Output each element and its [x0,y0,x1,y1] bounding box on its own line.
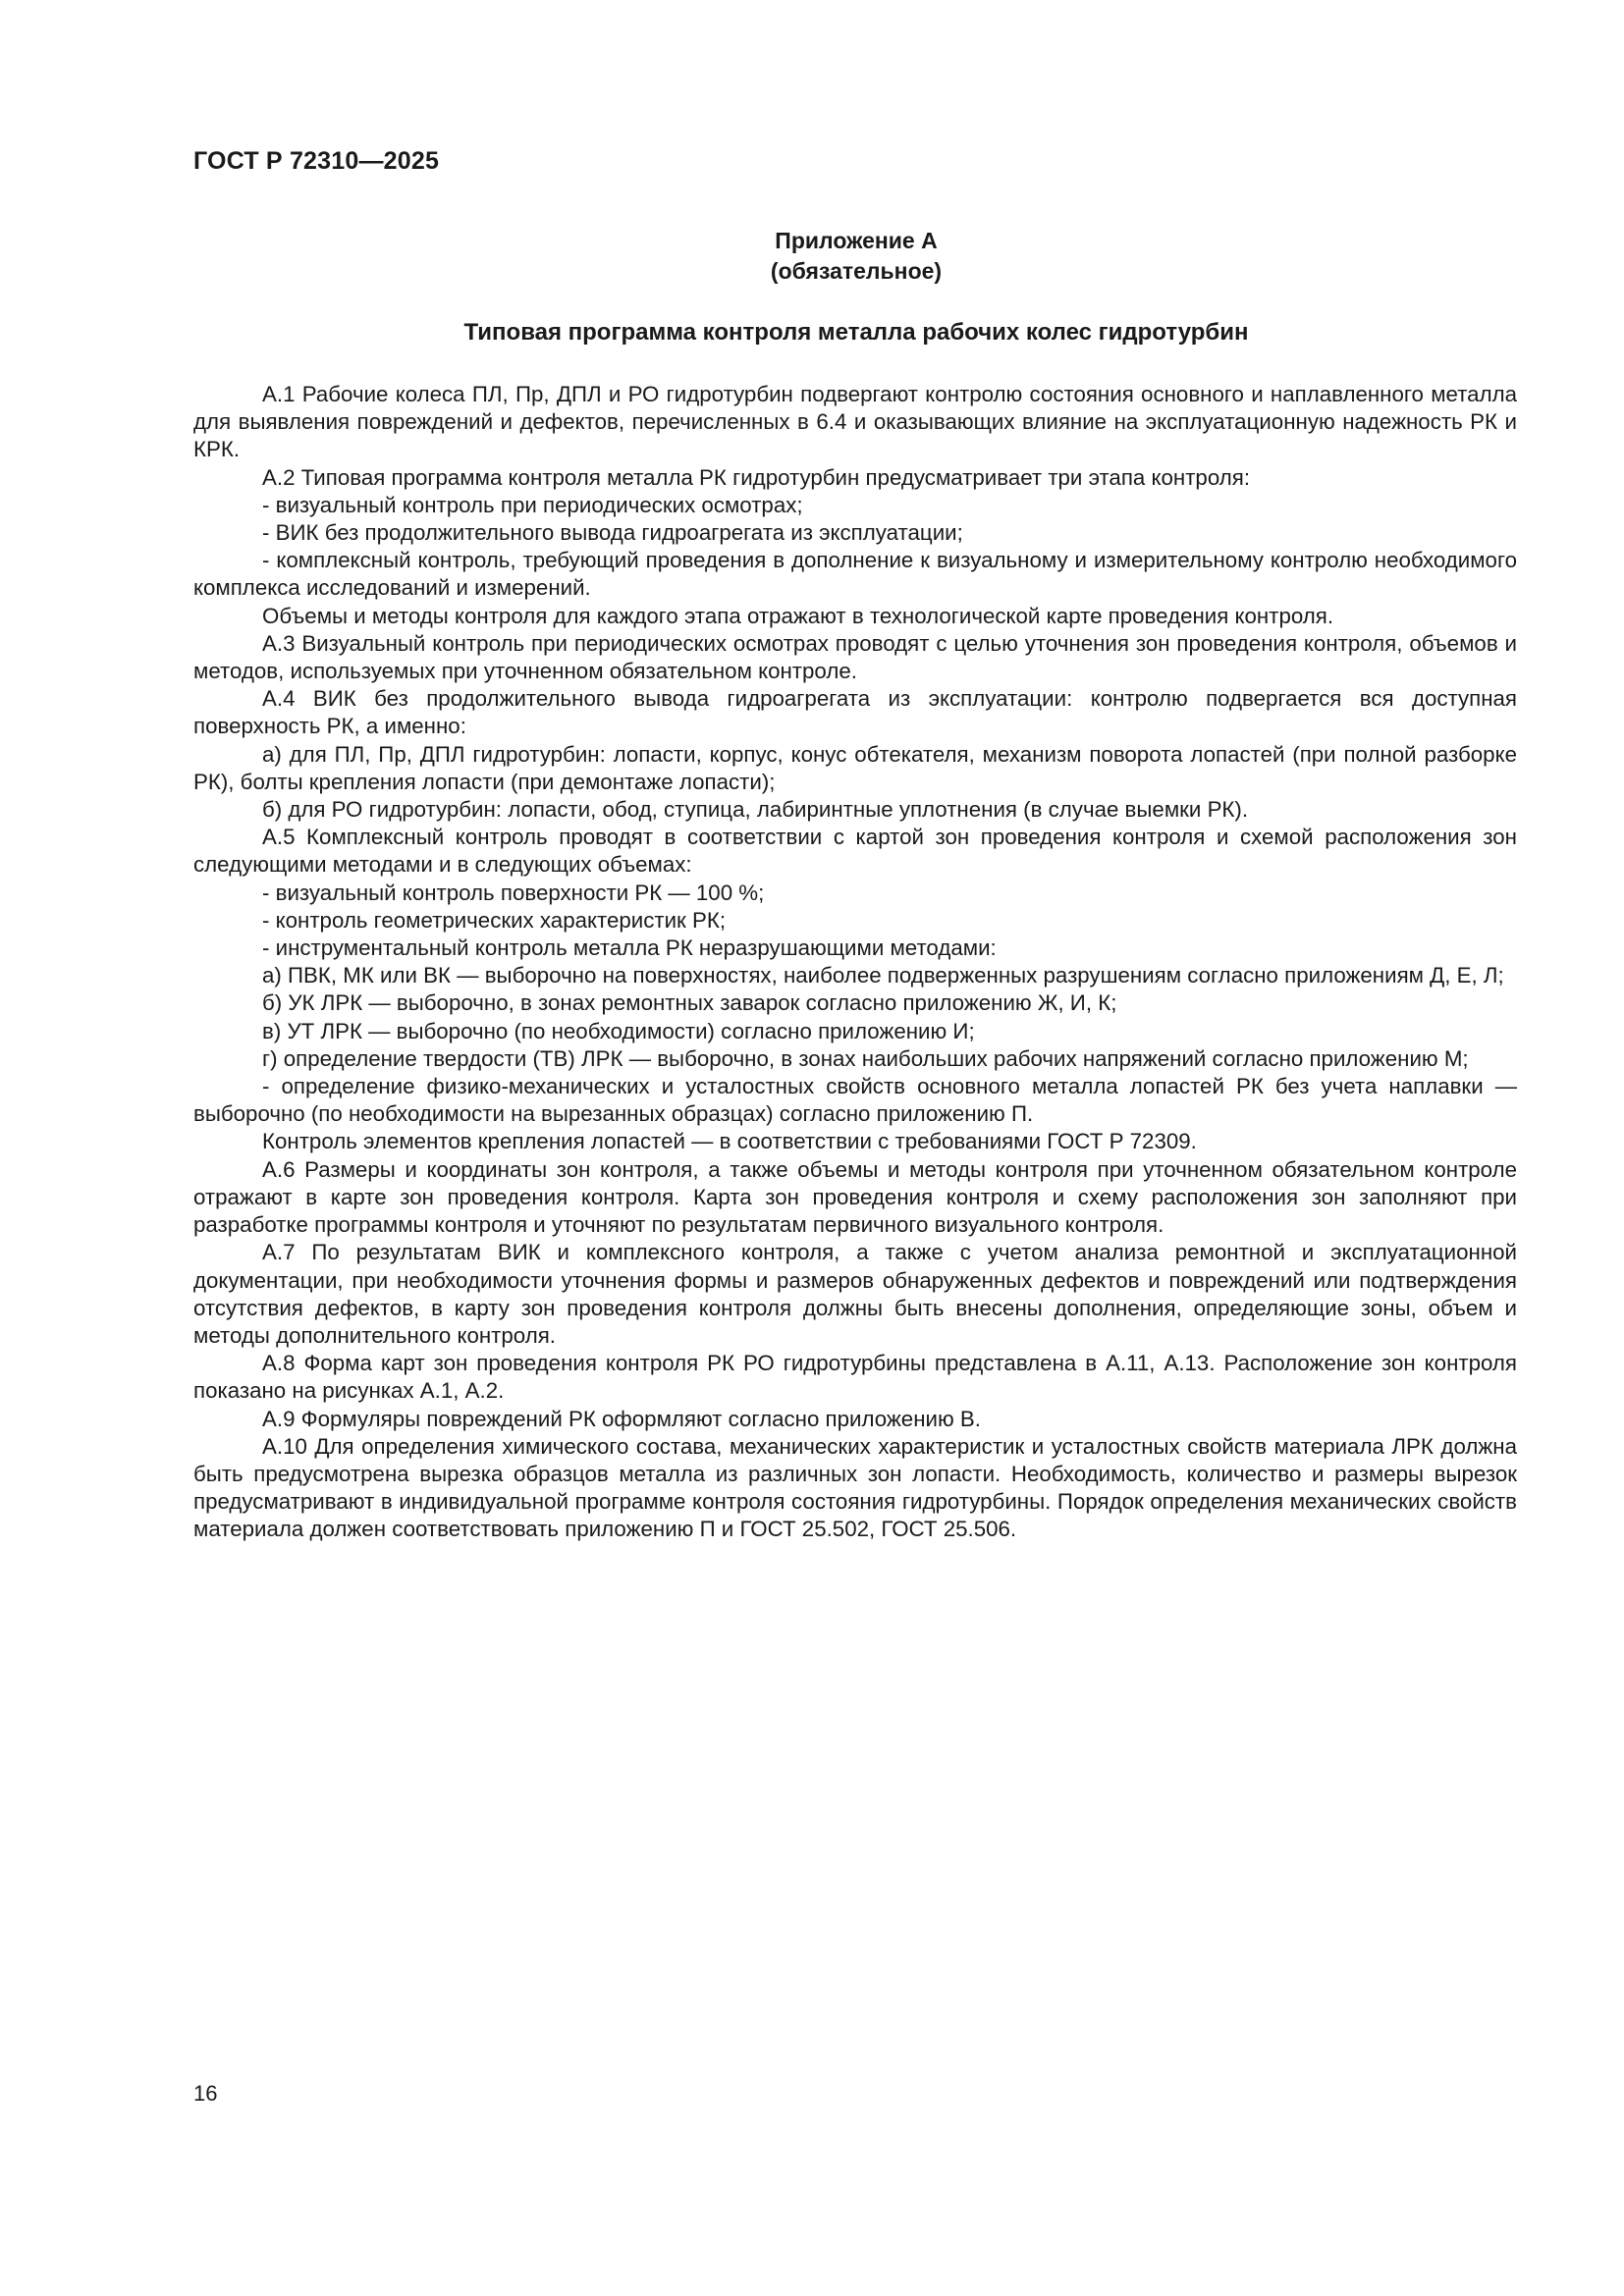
list-item: а) для ПЛ, Пр, ДПЛ гидротурбин: лопасти, корпус, конус обтекателя, механизм поворота лопастей (при полной разборке РК), болты крепления лопасти (при демонтаже лопасти); [193,741,1517,794]
paragraph: А.5 Комплексный контроль проводят в соответствии с картой зон проведения контроля и схемой расположения зон следующими методами и в следующих объемах: [193,825,1517,878]
paragraph: А.7 По результатам ВИК и комплексного контроля, а также с учетом анализа ремонтной и эксплуатационной документации, при необходимости уточнения формы и размеров обнаруженных дефектов и повреждений или подтверждения отсутствия дефектов, в карту зон проведения контроля должны быть внесены дополнения, определяющие зоны, объем и методы дополнительного контроля. [193,1240,1517,1348]
paragraph: Контроль элементов крепления лопастей — в соответствии с требованиями ГОСТ Р 72309. [262,1129,1197,1154]
section-title: Типовая программа контроля металла рабочих колес гидротурбин [463,319,1249,346]
list-item: б) УК ЛРК — выборочно, в зонах ремонтных заварок согласно приложению Ж, И, К; [262,990,1117,1016]
paragraph: А.8 Форма карт зон проведения контроля РК РО гидротурбины представлена в А.11, А.13. Расположение зон контроля показано на рисунках А.1, А.2. [193,1351,1517,1404]
list-item: б) для РО гидротурбин: лопасти, обод, ступица, лабиринтные уплотнения (в случае выемки РК). [262,797,1249,823]
list-item: - определение физико-механических и усталостных свойств основного металла лопастей РК без учета наплавки — выборочно (по необходимости на вырезанных образцах) согласно приложению П. [193,1074,1517,1127]
list-item: - ВИК без продолжительного вывода гидроагрегата из эксплуатации; [262,520,963,546]
list-item: - контроль геометрических характеристик РК; [262,907,727,933]
list-item: - комплексный контроль, требующий проведения в дополнение к визуальному и измерительному контролю необходимого комплекса исследований и измерений. [193,548,1517,601]
page-number: 16 [193,2081,218,2106]
paragraph: А.9 Формуляры повреждений РК оформляют согласно приложению В. [262,1406,981,1431]
paragraph: А.4 ВИК без продолжительного вывода гидроагрегата из эксплуатации: контролю подвергается вся доступная поверхность РК, а именно: [193,686,1517,739]
paragraph: А.2 Типовая программа контроля металла РК гидротурбин предусматривает три этапа контроля: [262,464,1251,490]
body-text [193,381,1517,1544]
appendix-heading [193,226,1519,287]
paragraph: Объемы и методы контроля для каждого этапа отражают в технологической карте проведения контроля. [262,603,1334,628]
list-item: а) ПВК, МК или ВК — выборочно на поверхностях, наиболее подверженных разрушениям согласно приложениям Д, Е, Л; [262,963,1504,988]
list-item: - визуальный контроль поверхности РК — 100 %; [262,880,765,905]
paragraph: А.3 Визуальный контроль при периодических осмотрах проводят с целью уточнения зон проведения контроля, объемов и методов, используемых при уточненном обязательном контроле. [193,630,1517,684]
document-header-standard-id: ГОСТ Р 72310—2025 [193,147,440,175]
list-item: - визуальный контроль при периодических осмотрах; [262,492,803,517]
paragraph: А.1 Рабочие колеса ПЛ, Пр, ДПЛ и РО гидротурбин подвергают контролю состояния основного и наплавленного металла для выявления повреждений и дефектов, перечисленных в 6.4 и оказывающих влияние на эксплуатационную надежность РК и КРК. [193,382,1517,462]
paragraph: А.6 Размеры и координаты зон контроля, а также объемы и методы контроля при уточненном обязательном контроле отражают в карте зон проведения контроля. Карта зон проведения контроля и схему расположения зон заполняют при разработке программы контроля и уточняют по результатам первичного визуального контроля. [193,1156,1517,1238]
paragraph: А.10 Для определения химического состава, механических характеристик и усталостных свойств материала ЛРК должна быть предусмотрена вырезка образцов металла из различных зон лопасти. Необходимость, количество и размеры вырезок предусматривают в индивидуальной программе контроля состояния гидротурбины. Порядок определения механических свойств материала должен соответствовать приложению П и ГОСТ 25.502, ГОСТ 25.506. [193,1433,1517,1542]
list-item: - инструментальный контроль металла РК неразрушающими методами: [262,935,997,961]
appendix-title: Приложение А [775,228,938,253]
appendix-status: (обязательное) [770,258,943,284]
list-item: г) определение твердости (ТВ) ЛРК — выборочно, в зонах наибольших рабочих напряжений согласно приложению М; [262,1045,1469,1071]
list-item: в) УТ ЛРК — выборочно (по необходимости) согласно приложению И; [262,1018,975,1043]
